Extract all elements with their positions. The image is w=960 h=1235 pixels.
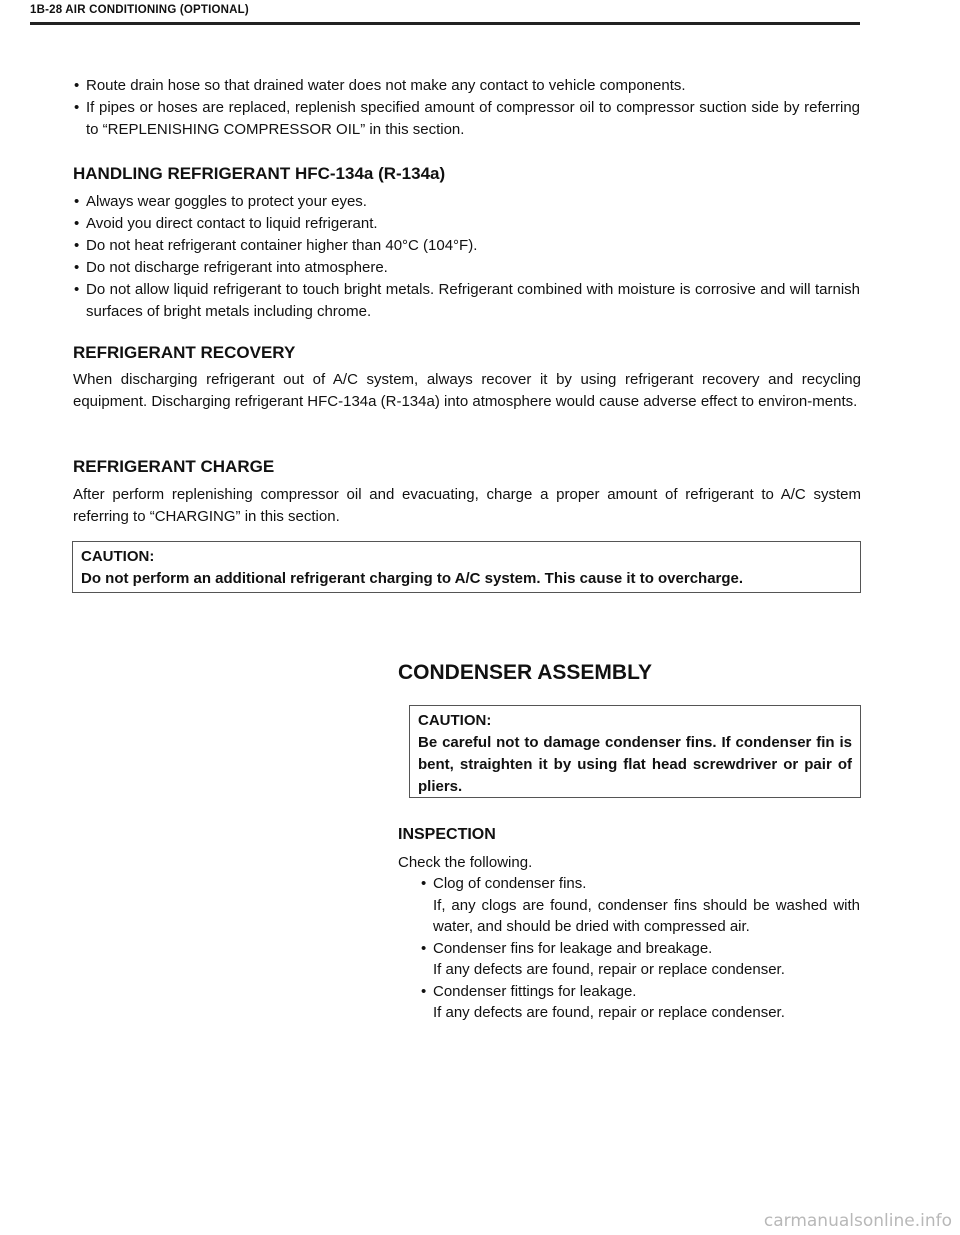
watermark: carmanualsonline.info <box>763 1211 952 1231</box>
charge-caution-box <box>72 541 861 593</box>
inspection-heading: INSPECTION <box>398 826 496 843</box>
list-item: • Do not heat refrigerant container higher than 40°C (104°F). <box>86 235 860 257</box>
check-item: Condenser fins for leakage and breakage. <box>433 939 713 957</box>
check-detail: If any defects are found, repair or replace condenser. <box>433 961 785 978</box>
recovery-text: When discharging refrigerant out of A/C system, always recover it by using refrigerant recovery and recycling equipment. Discharging refrigerant HFC-134a (R-134a) into atmosphere would cause adverse effect to environ-ments. <box>73 371 861 410</box>
bullet-icon: • <box>74 259 80 276</box>
caution-text: Do not perform an additional refrigerant charging to A/C system. This cause it to overcharge. <box>81 570 744 587</box>
list-item: • Do not allow liquid refrigerant to touch bright metals. Refrigerant combined with moisture is corrosive and will tarnish surfaces of bright metals including chrome. <box>74 281 860 320</box>
bullet-icon: • <box>421 875 427 892</box>
list-item <box>421 938 860 981</box>
charge-text: After perform replenishing compressor oil and evacuating, charge a proper amount of refrigerant to A/C system referring to “CHARGING” in this section. <box>73 486 861 525</box>
list-item: • Route drain hose so that drained water does not make any contact to vehicle components. <box>86 75 860 97</box>
handling-heading: HANDLING REFRIGERANT HFC-134a (R-134a) <box>73 164 446 183</box>
bullet-icon: • <box>421 982 427 1000</box>
caution-text: Be careful not to damage condenser fins. If condenser fin is bent, straighten it by using flat head screwdriver or pair of pliers. <box>418 734 852 795</box>
intro-bullet-list <box>74 75 860 141</box>
bullet-icon: • <box>421 939 427 957</box>
check-detail: If, any clogs are found, condenser fins should be washed with water, and should be dried with compressed air. <box>433 896 860 935</box>
bullet-icon: • <box>74 193 80 210</box>
inspection-intro: Check the following. <box>398 854 533 871</box>
list-item: • If pipes or hoses are replaced, replenish specified amount of compressor oil to compressor suction side by referring to “REPLENISHING COMPRESSOR OIL” in this section. <box>74 99 860 138</box>
bullet-icon: • <box>74 237 80 254</box>
list-item: • Do not discharge refrigerant into atmosphere. <box>86 257 860 279</box>
check-detail: If any defects are found, repair or replace condenser. <box>433 1004 785 1021</box>
recovery-heading: REFRIGERANT RECOVERY <box>73 343 296 362</box>
caution-label: CAUTION: <box>81 548 155 565</box>
list-item <box>421 981 860 1024</box>
caution-label: CAUTION: <box>418 712 492 729</box>
condenser-heading: CONDENSER ASSEMBLY <box>398 661 652 684</box>
bullet-icon: • <box>74 215 80 232</box>
list-item: • Avoid you direct contact to liquid refrigerant. <box>86 213 860 235</box>
condenser-caution-box <box>409 705 861 798</box>
list-item <box>421 873 860 938</box>
bullet-icon: • <box>74 99 80 116</box>
list-item: • Always wear goggles to protect your eyes. <box>86 191 860 213</box>
page-header: 1B-28 AIR CONDITIONING (OPTIONAL) <box>30 4 860 25</box>
check-item: Clog of condenser fins. <box>433 875 587 892</box>
check-item: Condenser fittings for leakage. <box>433 982 637 1000</box>
charge-heading: REFRIGERANT CHARGE <box>73 457 275 476</box>
bullet-icon: • <box>74 77 80 94</box>
handling-bullet-list <box>74 191 860 323</box>
bullet-icon: • <box>74 281 80 298</box>
inspection-check-list <box>421 873 860 1024</box>
